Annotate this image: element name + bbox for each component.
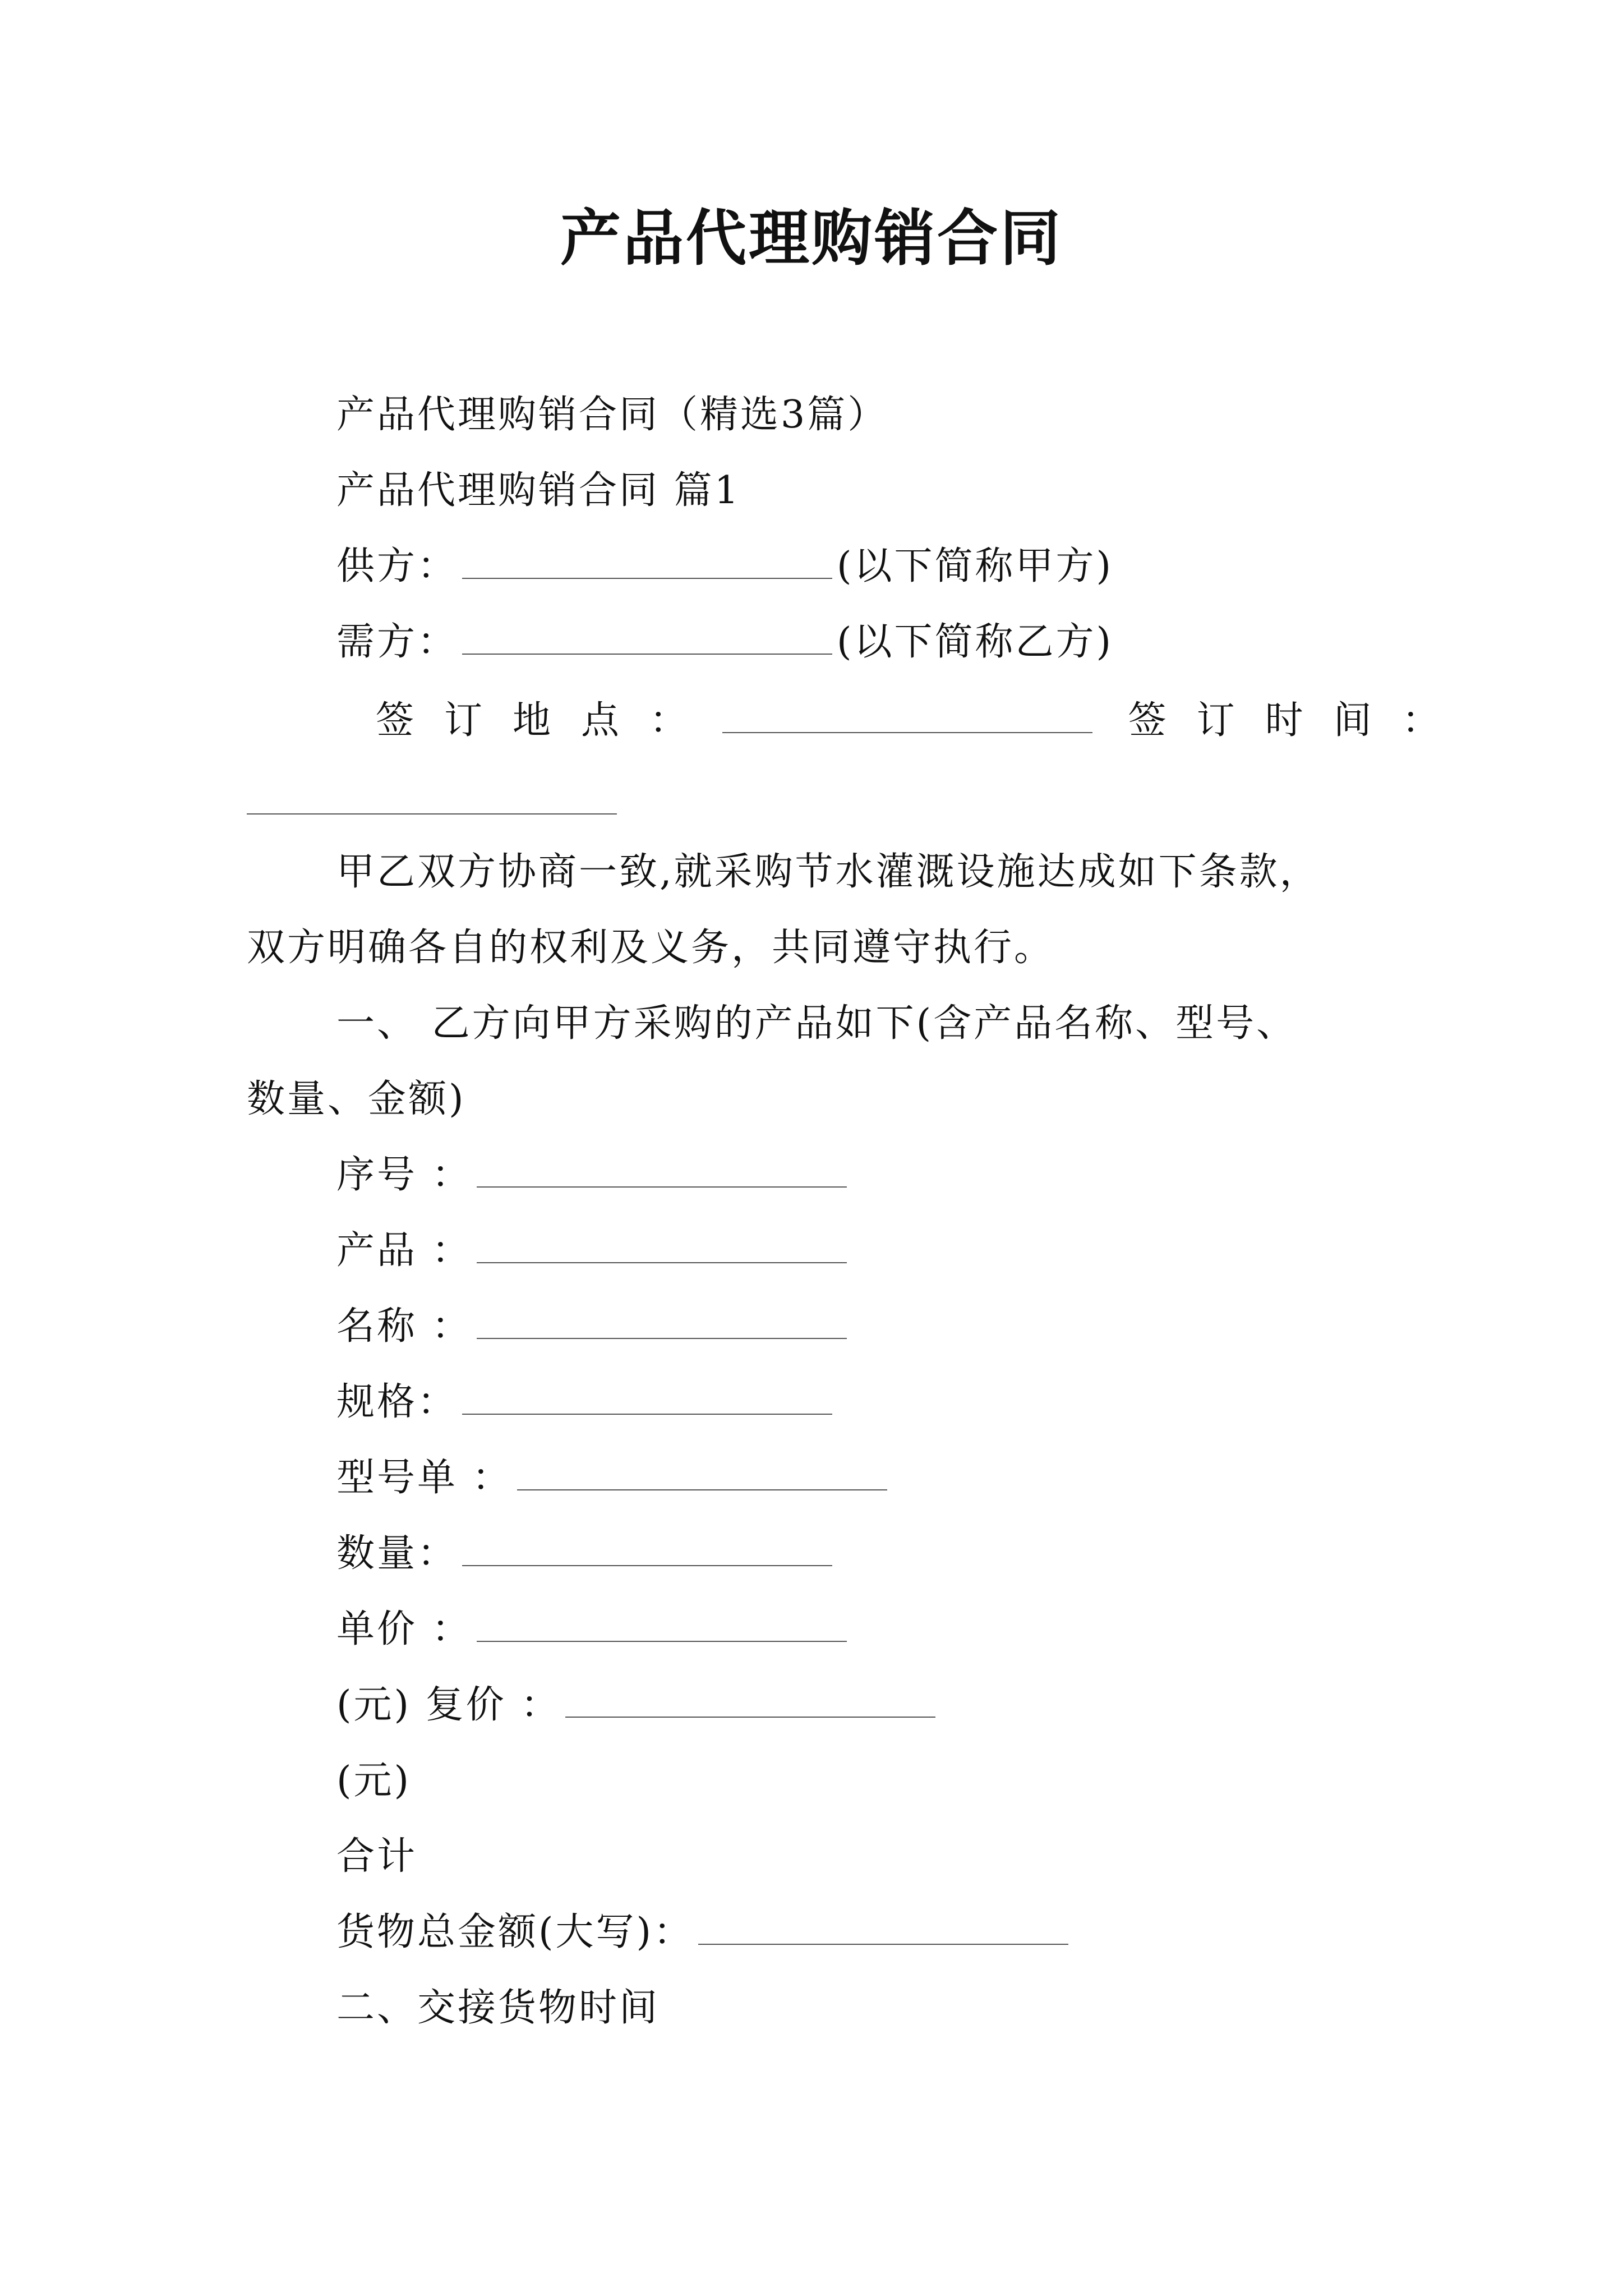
field-total-price-label: (元) 复价 ： bbox=[336, 1683, 561, 1727]
field-spec-label: 规格： bbox=[336, 1380, 458, 1424]
sign-place-blank[interactable] bbox=[722, 698, 1092, 733]
document-title: 产品代理购销合同 bbox=[560, 203, 1063, 274]
field-qty-line bbox=[336, 1526, 837, 1582]
sign-time-blank[interactable] bbox=[247, 785, 617, 815]
amount-label: 货物总金额(大写)： bbox=[336, 1910, 694, 1954]
clause-2-heading: 二、交接货物时间 bbox=[336, 1986, 660, 2030]
supplier-label: 供方： bbox=[336, 544, 458, 588]
field-product-label: 产品 ： bbox=[336, 1228, 472, 1273]
field-unit-price-blank[interactable] bbox=[477, 1607, 847, 1642]
field-product-line bbox=[336, 1223, 851, 1279]
field-product-blank[interactable] bbox=[477, 1228, 847, 1263]
sign-time-label: 签订时间： bbox=[1128, 698, 1470, 743]
field-serial-label: 序号 ： bbox=[336, 1153, 472, 1197]
supplier-line bbox=[336, 539, 1113, 595]
field-total-price-blank[interactable] bbox=[565, 1683, 935, 1718]
clause-1-line-2: 数量、金额) bbox=[247, 1077, 466, 1121]
buyer-line bbox=[336, 614, 1113, 670]
signing-line bbox=[376, 693, 1470, 749]
intro-line-2: 双方明确各自的权利及义务，共同遵守执行。 bbox=[247, 926, 1055, 970]
field-name-label: 名称 ： bbox=[336, 1304, 472, 1349]
field-qty-label: 数量： bbox=[336, 1531, 458, 1576]
clause-1-line-1: 一、 乙方向甲方采购的产品如下(含产品名称、型号、 bbox=[336, 1001, 1297, 1046]
buyer-label: 需方： bbox=[336, 620, 458, 664]
buyer-blank[interactable] bbox=[462, 620, 832, 655]
intro-line-1: 甲乙双方协商一致,就采购节水灌溉设施达成如下条款， bbox=[336, 850, 1320, 894]
sign-place-label: 签订地点： bbox=[376, 698, 718, 743]
field-qty-blank[interactable] bbox=[462, 1531, 832, 1566]
field-model-label: 型号单 ： bbox=[336, 1456, 513, 1500]
field-unit-price-label: 单价 ： bbox=[336, 1607, 472, 1651]
amount-blank[interactable] bbox=[698, 1910, 1068, 1945]
field-total-price-line bbox=[336, 1677, 940, 1733]
field-name-blank[interactable] bbox=[477, 1304, 847, 1339]
buyer-suffix: (以下简称乙方) bbox=[837, 620, 1114, 664]
field-unit-price-line bbox=[336, 1602, 851, 1658]
field-spec-blank[interactable] bbox=[462, 1380, 832, 1415]
subtitle: 产品代理购销合同（精选3篇） bbox=[336, 393, 888, 437]
supplier-suffix: (以下简称甲方) bbox=[837, 544, 1114, 588]
field-serial-line bbox=[336, 1147, 851, 1203]
field-name-line bbox=[336, 1299, 851, 1355]
total-line: 合计 bbox=[336, 1834, 418, 1879]
field-model-blank[interactable] bbox=[517, 1456, 887, 1490]
supplier-blank[interactable] bbox=[462, 544, 832, 579]
field-model-line bbox=[336, 1450, 892, 1506]
part-heading: 产品代理购销合同 篇1 bbox=[336, 468, 741, 513]
amount-line bbox=[336, 1904, 1073, 1961]
field-spec-line bbox=[336, 1374, 837, 1430]
yuan-line: (元) bbox=[336, 1759, 412, 1803]
field-serial-blank[interactable] bbox=[477, 1153, 847, 1188]
